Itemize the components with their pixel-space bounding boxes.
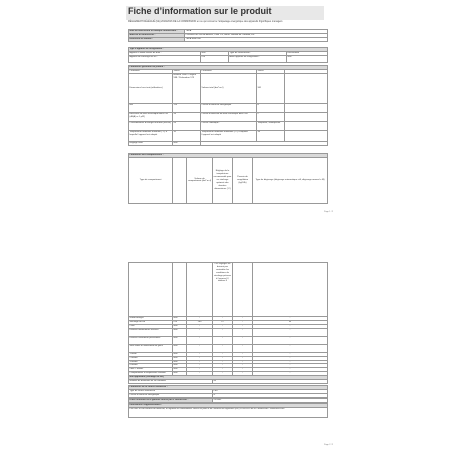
compartment-present: Non [173, 328, 187, 336]
column-header: Paramètre [129, 69, 173, 73]
compartment-type: Sans étoile ou fabrication de glace [129, 344, 173, 352]
compartment-defrost: - [253, 372, 328, 380]
compartment-present: Oui [173, 320, 187, 324]
column-header: Réglage de la température recommandé pour un stockage optimisé des denrées alimentaires (°C) [213, 157, 233, 203]
light-label: Type de source lumineuse [129, 389, 213, 393]
storage-label: Nombre de bouteilles de vin standard [129, 379, 213, 383]
compartment-defrost: - [253, 324, 328, 328]
compartment-volume: - [187, 356, 213, 360]
compartment-temp: - [213, 364, 233, 368]
general-parameters-table [128, 65, 328, 146]
compartment-type: Garde-manger [129, 317, 173, 321]
compartment-defrost: - [253, 368, 328, 372]
param-value: Hauteur 1800 / Largeur 598 / Profondeur 573 [173, 73, 201, 103]
empty-cell [187, 263, 213, 317]
compartment-freeze: - [233, 372, 253, 380]
compartment-volume: - [187, 336, 213, 344]
compartment-present: Non [173, 352, 187, 356]
compartment-defrost: - [253, 336, 328, 344]
table-row [129, 379, 328, 383]
supplier-table [128, 29, 328, 42]
light-value: LED [213, 389, 328, 393]
compartment-freeze: - [233, 324, 253, 328]
compartment-defrost: - [253, 317, 328, 321]
compartment-present: Non [173, 364, 187, 368]
model-label: Référence du modèle : [129, 37, 185, 41]
param-label: Volume total (dm³ ou l) [201, 73, 257, 103]
compartment-freeze: - [233, 320, 253, 324]
empty-cell [285, 121, 328, 130]
compartment-header-table [128, 153, 328, 204]
table-header-row [129, 263, 328, 317]
compartment-temp: - [213, 328, 233, 336]
empty-cell [129, 263, 173, 317]
compartment-freeze: - [233, 344, 253, 352]
compartment-volume: - [187, 328, 213, 336]
guarantee-value: 24 mois [213, 399, 328, 403]
compartment-temp: - [213, 324, 233, 328]
column-header: Volume du compartiment (dm³ ou l) [187, 157, 213, 203]
compartment-freeze: - [233, 364, 253, 368]
compartment-defrost: - [253, 344, 328, 352]
compartment-volume: - [187, 364, 213, 368]
additional-info-table [128, 403, 328, 418]
compartment-present: Non [173, 317, 187, 321]
compartment-type: Zone 2 étoiles [129, 368, 173, 372]
wine-storage-table [128, 375, 328, 384]
param-value: Tempérée, subtropicale [257, 121, 285, 130]
compartment-type: 2 étoiles [129, 356, 173, 360]
compartment-defrost: - [253, 328, 328, 336]
compartment-temp: - [213, 336, 233, 344]
type-value: Encastrable [287, 51, 328, 55]
table-row [129, 344, 328, 352]
guarantee-label: Durée minimale de la garantie offerte par le fournisseur : [129, 399, 213, 403]
compartment-volume: - [187, 372, 213, 380]
table-row [129, 55, 328, 62]
light-label: Classe d’efficacité énergétique [129, 393, 213, 397]
param-value: 99 [173, 121, 201, 130]
supplier-name-label: Nom du fournisseur ou marque commerciale : [129, 30, 185, 34]
column-header: Valeur [173, 69, 201, 73]
type-value: Non [287, 55, 328, 62]
param-label: Classe d’émission de bruit acoustique dans l’air [201, 112, 257, 121]
compartment-temp: - [213, 356, 233, 360]
param-value: C [257, 112, 285, 121]
compartment-volume: 160 [187, 320, 213, 324]
param-value: 39 [173, 112, 201, 121]
page-title: Fiche d’information sur le produit [128, 6, 272, 16]
additional-info-heading: Informations supplémentaires : [129, 404, 328, 408]
compartment-type: Stockage du vin [129, 320, 173, 324]
param-label: Consommation d’énergie annuelle (kWh/a) [129, 121, 173, 130]
table-header-row [129, 157, 328, 203]
compartment-defrost: A [253, 320, 328, 324]
param-value: 38 [257, 130, 285, 141]
compartment-freeze: - [233, 360, 253, 364]
param-label: Classe climatique : [201, 121, 257, 130]
compartment-type: 1 étoile [129, 352, 173, 356]
compartment-volume: - [187, 317, 213, 321]
model-value: TEKA RBM 340 [185, 37, 328, 41]
table-row [129, 112, 328, 121]
table-row [129, 336, 328, 344]
empty-cell [233, 263, 253, 317]
compartment-volume: - [187, 352, 213, 356]
empty-cell [285, 130, 328, 141]
column-header: Type de dégivrage (dégivrage automatique = A, dégivrage manuel = M) [253, 157, 328, 203]
compartment-present: Non [173, 336, 187, 344]
param-value: 341 [257, 73, 285, 103]
table-row [129, 130, 328, 141]
table-row [129, 141, 328, 145]
param-value: Non [173, 141, 201, 145]
compartment-present: Non [173, 324, 187, 328]
compartment-volume: - [187, 360, 213, 364]
compartment-present: Non [173, 372, 187, 380]
appliance-type-table [128, 47, 328, 63]
type-param: Type de construction : [229, 51, 287, 55]
compartment-volume: - [187, 344, 213, 352]
param-value: E [257, 103, 285, 112]
compartment-type: Compartiment à température variable [129, 372, 173, 380]
empty-cell [285, 103, 328, 112]
param-label: Réglage hiver [129, 141, 173, 145]
light-value: G [213, 393, 328, 397]
type-param: Autre appareil de réfrigération : [229, 55, 287, 62]
table-row [129, 73, 328, 103]
compartment-type: 4 étoiles [129, 364, 173, 368]
regulation-subtitle: RÈGLEMENT DÉLÉGUÉ (UE) 2019/2016 DE LA COMMISSION en ce qui concerne l’étiquetage énergétique des appareils frigorifiques ménagers [128, 20, 283, 23]
column-header: Valeur [257, 69, 285, 73]
column-header: Pouvoir de congélation (kg/24h) [233, 157, 253, 203]
compartment-present: Non [173, 360, 187, 364]
type-param: Appareil à faible niveau de bruit : [129, 51, 201, 55]
column-header [173, 157, 187, 203]
compartment-freeze: - [233, 368, 253, 372]
param-label: Température ambiante maximale (°C) à laquelle l’appareil est adapté [201, 130, 257, 141]
param-label: Classe d’efficacité énergétique [201, 103, 257, 112]
empty-cell [201, 141, 328, 145]
param-value: 10 [173, 130, 201, 141]
table-row [129, 407, 328, 417]
compartment-freeze: - [233, 328, 253, 336]
empty-cell [285, 112, 328, 121]
table-row [129, 121, 328, 130]
compartment-temp: 12 [213, 320, 233, 324]
compartment-freeze: - [233, 352, 253, 356]
compartment-temp: - [213, 368, 233, 372]
page-number: Page 2 / 2 [324, 444, 334, 446]
compartment-freeze: - [233, 317, 253, 321]
compartment-heading: Paramètres des compartiments : [129, 154, 328, 158]
page-number: Page 1 / 2 [324, 211, 334, 213]
compartment-note: Ces réglages ne doivent pas contredire les conditions de stockage prévues à l’annexe IV, tableau 3 [213, 263, 233, 317]
column-header: Paramètre [201, 69, 257, 73]
empty-cell [285, 73, 328, 103]
table-row [129, 399, 328, 403]
empty-cell [253, 263, 328, 317]
compartment-present: Non [173, 368, 187, 372]
compartment-present: Non [173, 344, 187, 352]
appliance-type-heading: Type d’appareil de réfrigération : [129, 48, 328, 52]
compartment-freeze: - [233, 336, 253, 344]
compartment-defrost: - [253, 364, 328, 368]
general-heading: Paramètres généraux du produit : [129, 66, 328, 70]
type-value: Oui [201, 55, 229, 62]
compartment-type: 3 étoiles [129, 360, 173, 364]
param-label: Émissions de bruit acoustique dans l’air (dB(A) re 1 pW) [129, 112, 173, 121]
light-source-table [128, 385, 328, 398]
compartment-type: Denrées alimentaires fraîches [129, 328, 173, 336]
table-row [129, 103, 328, 112]
type-value: Non [201, 51, 229, 55]
compartment-volume: - [187, 324, 213, 328]
compartment-freeze: - [233, 356, 253, 360]
param-label: Dimensions hors tout (millimètres) [129, 73, 173, 103]
storage-value: 46 [213, 379, 328, 383]
compartment-temp: - [213, 352, 233, 356]
supplier-address-label: Adresse du fournisseur : [129, 33, 185, 37]
compartment-type: Cave [129, 324, 173, 328]
supplier-name-value: TEKA [185, 30, 328, 34]
empty-cell [173, 263, 187, 317]
column-header: Type de compartiment [129, 157, 173, 203]
compartment-present: Non [173, 356, 187, 360]
param-value: 124 [173, 103, 201, 112]
compartment-temp: - [213, 344, 233, 352]
compartment-volume: - [187, 368, 213, 372]
supplier-address-value: Carretera de Villa de Arenas, Calle 1 E, 88001 Sotaillo de Cordoba, ES [185, 33, 328, 37]
param-label: Température ambiante minimale (°C) à laquelle l’appareil est adapté [129, 130, 173, 141]
light-source-heading: Paramètres de la source lumineuse : [129, 386, 328, 390]
wine-storage-heading: Non applicable (stockage du vin) [129, 376, 328, 380]
table-row [129, 328, 328, 336]
table-row [129, 393, 328, 397]
compartment-defrost: - [253, 352, 328, 356]
compartment-type: Denrées hautement périssables [129, 336, 173, 344]
additional-info-text: Lien vers le site internet du fabricant, où figurent les informations visées au point 4 de l’annexe du règlement (UE) 2019/2019 de la Commission : www.teka.com [129, 407, 328, 417]
compartment-defrost: - [253, 360, 328, 364]
compartment-temp: - [213, 360, 233, 364]
compartment-table [128, 262, 328, 380]
compartment-defrost: - [253, 356, 328, 360]
compartment-temp: - [213, 372, 233, 380]
param-label: IEE [129, 103, 173, 112]
type-param: Appareil de stockage du vin : [129, 55, 201, 62]
compartment-temp: - [213, 317, 233, 321]
